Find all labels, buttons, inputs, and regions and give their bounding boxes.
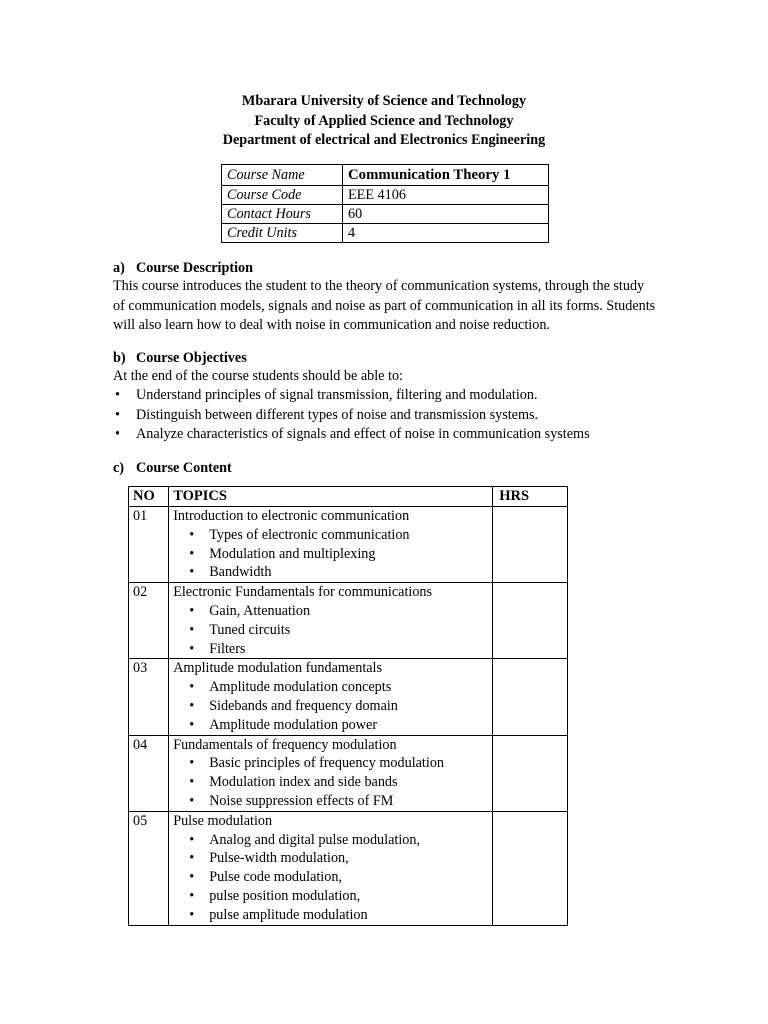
topic-cell bbox=[169, 583, 493, 659]
topic-cell bbox=[169, 659, 493, 735]
subtopic-list bbox=[173, 831, 492, 925]
course-info-table bbox=[221, 164, 549, 243]
section-title: Course Content bbox=[136, 460, 232, 476]
topic-title: Introduction to electronic communication bbox=[173, 508, 410, 524]
subtopic-item: • Pulse code modulation, bbox=[173, 868, 492, 887]
subtopic-list bbox=[173, 602, 492, 658]
subtopic-item: • Tuned circuits bbox=[173, 621, 492, 640]
course-info-label: Credit Units bbox=[222, 224, 343, 243]
topic-title: Fundamentals of frequency modulation bbox=[173, 736, 397, 753]
course-info-value: 4 bbox=[343, 224, 549, 243]
topic-number: 03 bbox=[129, 659, 169, 735]
subtopic-item: • Modulation and multiplexing bbox=[173, 545, 492, 564]
course-info-row bbox=[222, 165, 549, 186]
course-info-value: 60 bbox=[343, 205, 549, 224]
subtopic-item: • Amplitude modulation power bbox=[173, 716, 492, 735]
column-header-no: NO bbox=[129, 487, 169, 507]
subtopic-list bbox=[173, 754, 492, 810]
column-header-hrs: HRS bbox=[493, 487, 568, 507]
subtopic-item: • pulse position modulation, bbox=[173, 887, 492, 906]
description-heading bbox=[113, 259, 253, 278]
objective-item: • Understand principles of signal transmission, filtering and modulation. bbox=[113, 386, 590, 406]
subtopic-item: • Filters bbox=[173, 640, 492, 659]
subtopic-item: • Amplitude modulation concepts bbox=[173, 678, 492, 697]
course-info-row bbox=[222, 186, 549, 205]
objectives-heading bbox=[113, 349, 247, 368]
topic-cell bbox=[169, 811, 493, 925]
topic-number: 02 bbox=[129, 583, 169, 659]
subtopic-item: • Gain, Attenuation bbox=[173, 602, 492, 621]
course-info-row bbox=[222, 224, 549, 243]
course-info-value: EEE 4106 bbox=[343, 186, 549, 205]
objectives-list bbox=[113, 386, 590, 445]
subtopic-item: • Basic principles of frequency modulation bbox=[173, 754, 492, 773]
subtopic-item: • Analog and digital pulse modulation, bbox=[173, 831, 492, 850]
topic-cell bbox=[169, 735, 493, 811]
description-line: This course introduces the student to the theory of communication systems, through the study bbox=[113, 278, 645, 294]
content-row bbox=[129, 659, 568, 735]
course-info-value: Communication Theory 1 bbox=[343, 165, 549, 186]
course-info-label: Contact Hours bbox=[222, 205, 343, 224]
section-title: Course Objectives bbox=[136, 350, 247, 366]
course-info-label: Course Name bbox=[222, 165, 343, 186]
hours-cell bbox=[493, 659, 568, 735]
course-info-label: Course Code bbox=[222, 186, 343, 205]
description-line: of communication models, signals and noise as part of communication in all its forms. Students bbox=[113, 297, 656, 314]
course-content-table bbox=[128, 486, 568, 926]
subtopic-item: • Noise suppression effects of FM bbox=[173, 792, 492, 811]
subtopic-item: • pulse amplitude modulation bbox=[173, 906, 492, 925]
content-row bbox=[129, 811, 568, 925]
objective-item: • Analyze characteristics of signals and effect of noise in communication systems bbox=[113, 425, 590, 445]
subtopic-list bbox=[173, 678, 492, 734]
description-line: will also learn how to deal with noise in communication and noise reduction. bbox=[113, 317, 550, 333]
section-title: Course Description bbox=[136, 260, 254, 276]
hours-cell bbox=[493, 811, 568, 925]
section-marker: c) bbox=[113, 460, 125, 476]
subtopic-item: • Modulation index and side bands bbox=[173, 773, 492, 792]
document-header bbox=[0, 92, 768, 151]
topic-number: 04 bbox=[129, 735, 169, 811]
content-row bbox=[129, 735, 568, 811]
objectives-intro: At the end of the course students should be able to: bbox=[113, 368, 403, 384]
description-text bbox=[113, 277, 693, 336]
column-header-topics: TOPICS bbox=[169, 487, 493, 507]
department-name: Department of electrical and Electronics Engineering bbox=[222, 132, 546, 148]
topic-cell bbox=[169, 507, 493, 583]
subtopic-item: • Bandwidth bbox=[173, 563, 492, 582]
subtopic-list bbox=[173, 526, 492, 582]
faculty-name: Faculty of Applied Science and Technology bbox=[254, 112, 514, 129]
hours-cell bbox=[493, 583, 568, 659]
topic-title: Pulse modulation bbox=[173, 812, 273, 829]
course-info-row bbox=[222, 205, 549, 224]
content-header-row bbox=[129, 487, 568, 507]
section-marker: b) bbox=[113, 350, 126, 366]
content-row bbox=[129, 583, 568, 659]
university-name: Mbarara University of Science and Technology bbox=[241, 93, 527, 109]
topic-title: Amplitude modulation fundamentals bbox=[173, 660, 383, 677]
content-heading bbox=[113, 459, 232, 478]
subtopic-item: • Pulse-width modulation, bbox=[173, 849, 492, 868]
topic-title: Electronic Fundamentals for communications bbox=[173, 584, 433, 601]
subtopic-item: • Types of electronic communication bbox=[173, 526, 492, 545]
subtopic-item: • Sidebands and frequency domain bbox=[173, 697, 492, 716]
hours-cell bbox=[493, 507, 568, 583]
section-marker: a) bbox=[113, 260, 125, 276]
topic-number: 05 bbox=[129, 811, 169, 925]
objective-item: • Distinguish between different types of noise and transmission systems. bbox=[113, 406, 590, 426]
topic-number: 01 bbox=[129, 507, 169, 583]
content-row bbox=[129, 507, 568, 583]
hours-cell bbox=[493, 735, 568, 811]
